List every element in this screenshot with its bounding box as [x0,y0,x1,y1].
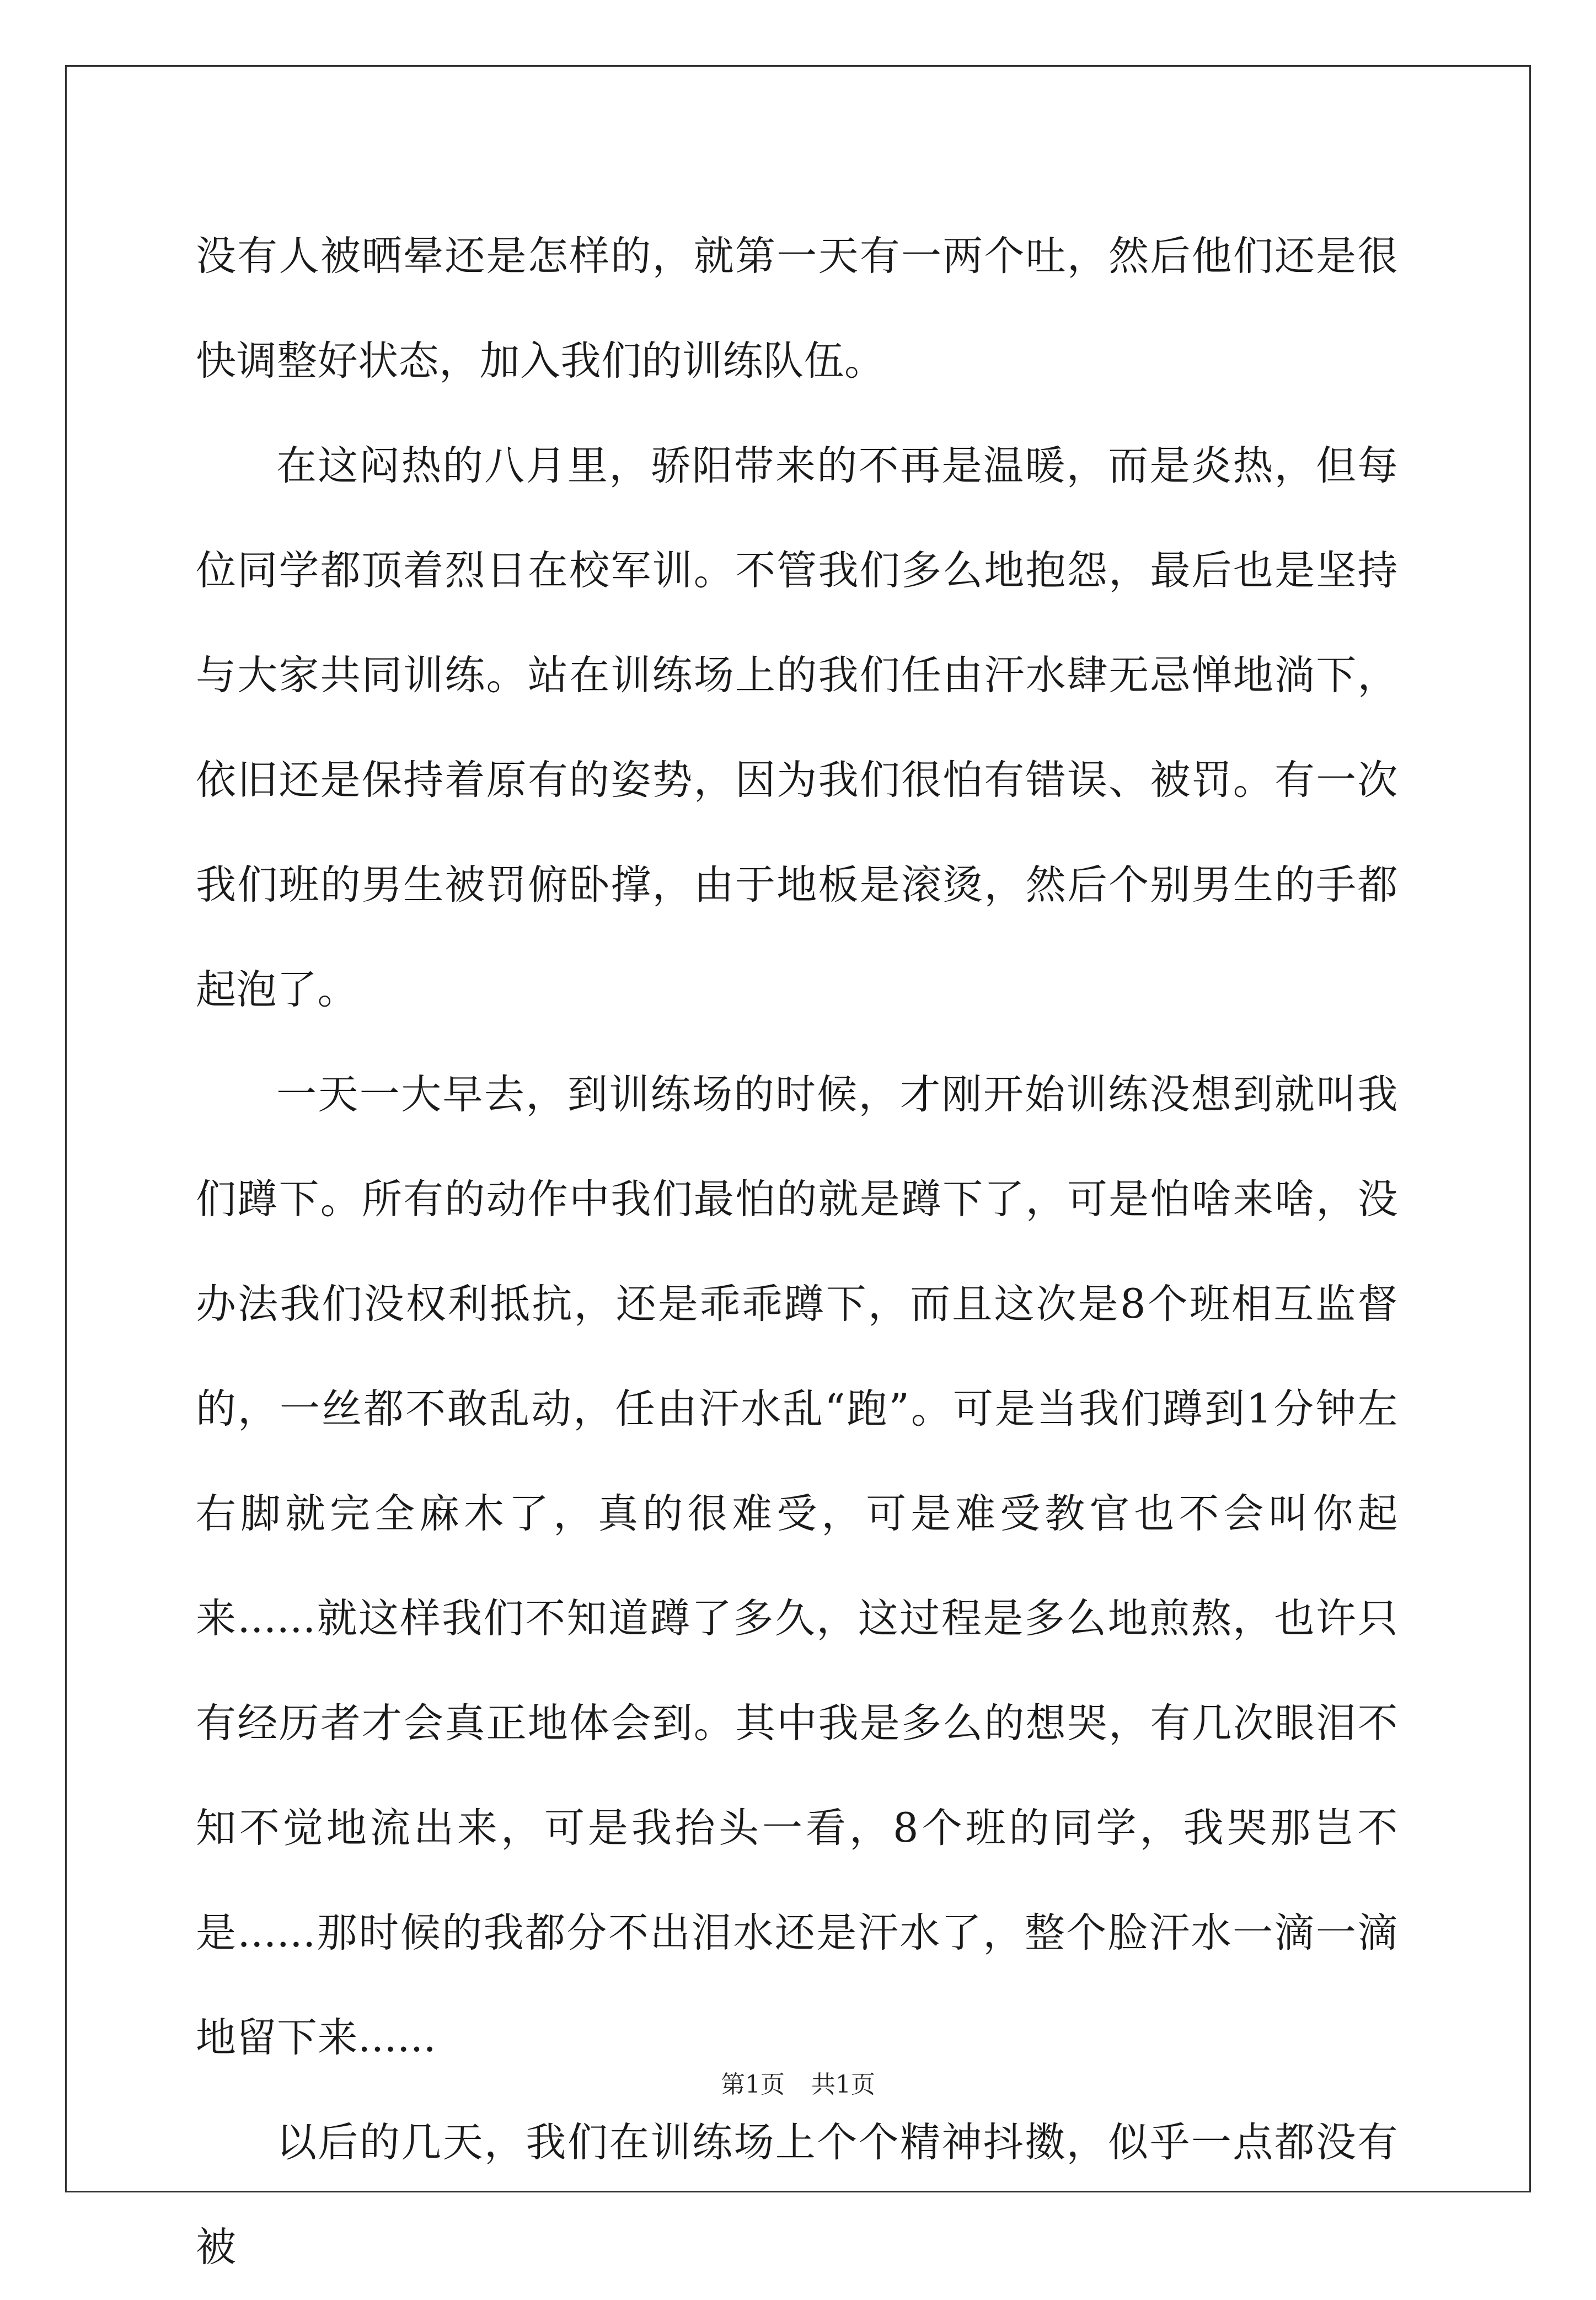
document-body [196,204,1398,2300]
paragraph-1: 没有人被晒晕还是怎样的，就第一天有一两个吐，然后他们还是很快调整好状态，加入我们的训练队伍。 [196,233,1398,384]
page-footer [0,2068,1596,2101]
paragraph-3: 一天一大早去，到训练场的时候，才刚开始训练没想到就叫我们蹲下。所有的动作中我们最怕的就是蹲下了，可是怕啥来啥，没办法我们没权利抵抗，还是乖乖蹲下，而且这次是8个班相互监督的，一丝都不敢乱动，任由汗水乱“跑”。可是当我们蹲到1分钟左右脚就完全麻木了，真的很难受，可是难受教官也不会叫你起来......就这样我们不知道蹲了多久，这过程是多么地煎熬，也许只有经历者才会真正地体会到。其中我是多么的想哭，有几次眼泪不知不觉地流出来，可是我抬头一看，8个班的同学，我哭那岂不是......那时候的我都分不出泪水还是汗水了，整个脸汗水一滴一滴地留下来...... [196,1071,1398,2061]
paragraph-2: 在这闷热的八月里，骄阳带来的不再是温暖，而是炎热，但每位同学都顶着烈日在校军训。不管我们多么地抱怨，最后也是坚持与大家共同训练。站在训练场上的我们任由汗水肆无忌惮地淌下，依旧还是保持着原有的姿势，因为我们很怕有错误、被罚。有一次我们班的男生被罚俯卧撑，由于地板是滚烫，然后个别男生的手都起泡了。 [196,442,1398,1013]
paragraph-4: 以后的几天，我们在训练场上个个精神抖擞，似乎一点都没有被 [196,2119,1398,2271]
page-number-total: 共1页 [811,2071,875,2099]
page-number-current: 第1页 [721,2071,785,2099]
